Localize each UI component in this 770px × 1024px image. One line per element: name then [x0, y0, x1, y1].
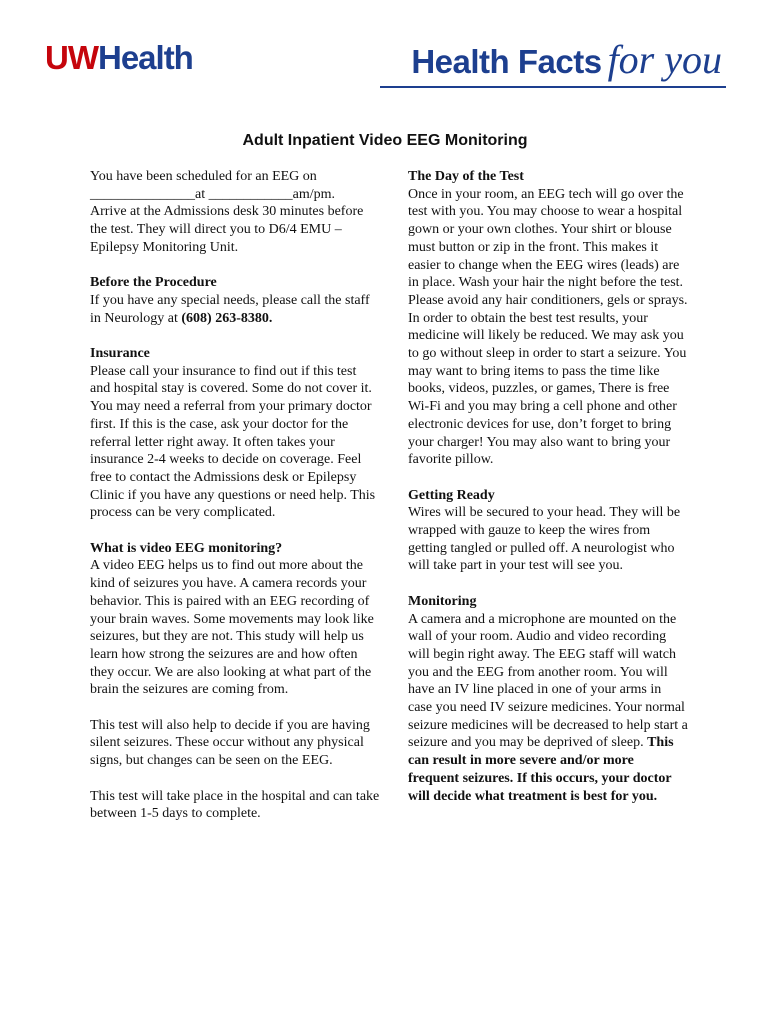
day-of-test-text: Once in your room, an EEG tech will go over the test with you. You may choose to wear a hospital gown or your own clothes. Your shirt or blouse must button or zip in the front. This makes it easier to change when the EEG wires (leads) are in place. Wash your hair the night before the test. Please avoid any hair conditioners, gels or sprays. In order to obtain the best test results, your medicine will likely be reduced. We may ask you to go without sleep in order to start a seizure. You may want to bring items to pass the time like books, videos, puzzles, or games, There is free Wi-Fi and you may bring a cell phone and other electronic devices for use, don’t forget to bring your charger! You may also want to bring your favorite pillow.: [408, 186, 688, 468]
health-facts-brand: [411, 38, 722, 91]
monitoring-paragraph: [408, 611, 688, 806]
document-title: Adult Inpatient Video EEG Monitoring: [242, 132, 528, 149]
before-procedure-body: If you have any special needs, please call the staff in Neurology at: [90, 292, 370, 326]
what-is-eeg-heading: What is video EEG monitoring?: [90, 540, 283, 556]
test-duration-text: This test will take place in the hospital and can take between 1-5 days to complete.: [90, 788, 380, 822]
intro-rest: Arrive at the Admissions desk 30 minutes before the test. They will direct you to D6/4 EMU – Epilepsy Monitoring Unit.: [90, 204, 364, 255]
what-is-eeg-text: A video EEG helps us to find out more about the kind of seizures you have. A camera records your behavior. This is paired with an EEG recording of your brain waves. Some movements may look like seizures, but they are not. This study will help us learn how strong the seizures are and how often they occur. We are also looking at what part of the brain the seizures are coming from.: [90, 558, 374, 698]
monitoring-warning: This can result in more severe and/or more frequent seizures. If this occurs, your doctor will decide what treatment is best for you.: [408, 735, 674, 804]
insurance-heading: Insurance: [90, 346, 150, 361]
intro-line-1: You have been scheduled for an EEG on: [90, 169, 317, 184]
intro-paragraph: [90, 168, 380, 257]
uwhealth-logo: [45, 40, 193, 76]
brand-for-you: for you: [607, 37, 722, 82]
header-divider: [380, 86, 726, 88]
intro-line-2: _______________at ____________am/pm.: [90, 186, 335, 202]
logo-health-text: Health: [97, 39, 193, 76]
getting-ready-text: Wires will be secured to your head. They will be wrapped with gauze to keep the wires from getting tangled or pulled off. A neurologist who will take part in your test will see you.: [408, 505, 681, 574]
page-header: [0, 0, 770, 100]
insurance-text: Please call your insurance to find out if this test and hospital stay is covered. Some do not cover it. You may need a referral from your primary doctor first. If this is the case, ask your doctor for the referral letter right away. It often takes your insurance 2-4 weeks to decide on coverage. Feel free to contact the Admissions desk or Epilepsy Clinic if you have any questions or need help. This process can be very complicated.: [90, 363, 376, 521]
neurology-phone: (608) 263-8380.: [181, 310, 273, 326]
right-column: [408, 168, 688, 823]
before-procedure-heading: Before the Procedure: [90, 275, 217, 291]
day-of-test-heading: The Day of the Test: [408, 169, 524, 184]
monitoring-heading: Monitoring: [408, 593, 477, 609]
monitoring-text: A camera and a microphone are mounted on the wall of your room. Audio and video recording will begin right away. The EEG staff will watch you and the EEG from another room. You will have an IV line placed in one of your arms in case you need IV seizure medicines. Your normal seizure medicines will be decreased to help start a seizure and you may be deprived of sleep.: [408, 611, 688, 751]
left-column: [90, 168, 380, 841]
silent-seizures-text: This test will also help to decide if you are having silent seizures. These occur without any physical signs, but changes can be seen on the EEG.: [90, 717, 370, 769]
getting-ready-heading: Getting Ready: [408, 487, 495, 503]
before-procedure-text: [90, 292, 380, 327]
brand-health-facts: Health Facts: [411, 43, 602, 80]
logo-uw-text: UW: [45, 39, 98, 76]
